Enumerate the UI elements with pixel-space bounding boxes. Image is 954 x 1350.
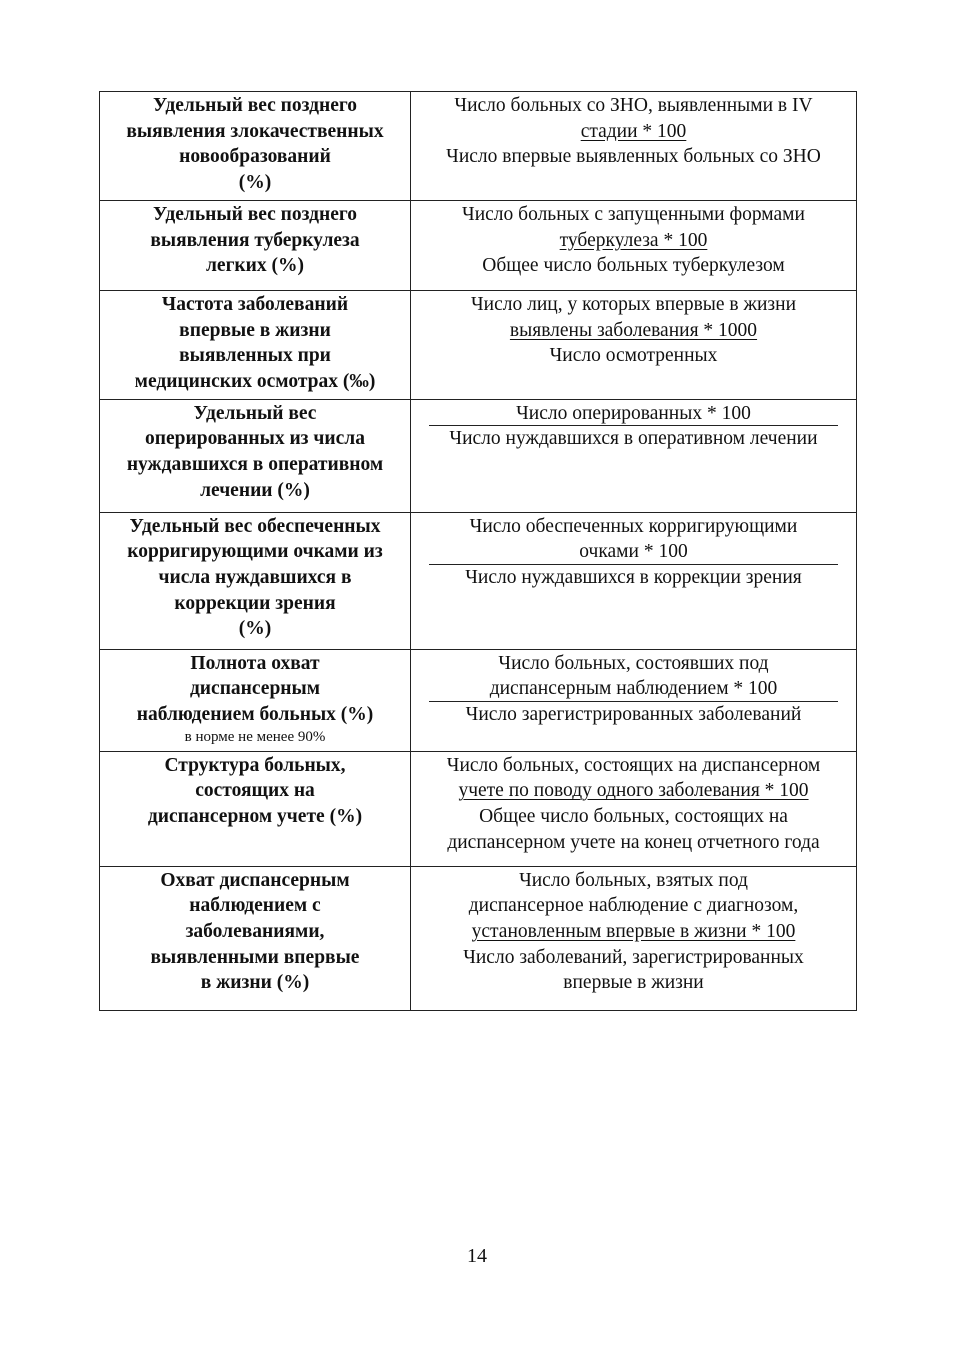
indicator-name-cell bbox=[100, 92, 411, 201]
indicator-name-cell bbox=[100, 649, 411, 751]
indicator-name-line: диспансерном учете (%) bbox=[147, 806, 363, 828]
formula-numerator-line: Число больных, взятых под bbox=[519, 869, 748, 891]
table-row bbox=[100, 290, 857, 399]
indicators-table-body bbox=[100, 92, 857, 1011]
indicator-name-line: выявленных при bbox=[179, 345, 331, 367]
indicator-name-cell bbox=[100, 200, 411, 290]
formula-line: туберкулеза * 100 bbox=[559, 229, 708, 251]
indicator-name-line: наблюдением с bbox=[189, 895, 321, 917]
indicator-name-cell bbox=[100, 512, 411, 649]
formula-numerator-line: Число больных, состоящих на диспансерном bbox=[446, 754, 821, 776]
page-number: 14 bbox=[467, 1245, 487, 1267]
indicator-norm-note: в норме не менее 90% bbox=[184, 728, 326, 745]
formula-cell bbox=[411, 92, 857, 201]
formula-line: Число нуждавшихся в оперативном лечении bbox=[449, 428, 818, 450]
indicator-name-line: впервые в жизни bbox=[179, 319, 331, 341]
indicator-name-line: выявления туберкулеза bbox=[150, 229, 360, 251]
formula-line: учете по поводу одного заболевания * 100 bbox=[458, 780, 809, 802]
formula-line: Общее число больных туберкулезом bbox=[482, 255, 785, 277]
indicator-name-cell bbox=[100, 866, 411, 1010]
formula-numerator-line: Число больных, состоявших под bbox=[498, 652, 769, 674]
formula-line: впервые в жизни bbox=[563, 972, 704, 994]
formula-cell bbox=[411, 512, 857, 649]
indicator-name-line: медицинских осмотрах (‰) bbox=[134, 370, 376, 392]
indicators-table bbox=[99, 91, 857, 1011]
formula-cell bbox=[411, 399, 857, 512]
formula-numerator-line: Число оперированных * 100 bbox=[415, 401, 852, 427]
formula-line: диспансерным наблюдением * 100 bbox=[415, 676, 852, 702]
formula-cell bbox=[411, 649, 857, 751]
indicator-name-line: легких (%) bbox=[205, 255, 305, 277]
formula-line: Число впервые выявленных больных со ЗНО bbox=[446, 146, 821, 168]
formula-line: стадии * 100 bbox=[580, 120, 687, 142]
indicator-name-line: Удельный вес обеспеченных bbox=[129, 515, 381, 537]
formula-line: очками * 100 bbox=[415, 539, 852, 565]
formula-cell bbox=[411, 866, 857, 1010]
table-row bbox=[100, 751, 857, 866]
indicator-name-cell bbox=[100, 290, 411, 399]
formula-numerator-line: Число больных со ЗНО, выявленными в IV bbox=[454, 95, 813, 116]
indicator-name-line: коррекции зрения bbox=[174, 592, 336, 614]
indicator-name-line: числа нуждавшихся в bbox=[158, 567, 352, 589]
indicator-name-line: лечении (%) bbox=[200, 479, 310, 501]
indicator-name-cell bbox=[100, 751, 411, 866]
indicator-name-line: Полнота охват bbox=[190, 652, 320, 674]
formula-cell bbox=[411, 290, 857, 399]
formula-line: выявлены заболевания * 1000 bbox=[509, 319, 758, 341]
indicator-name-cell bbox=[100, 399, 411, 512]
indicator-name-line: Охват диспансерным bbox=[160, 869, 350, 891]
table-row bbox=[100, 92, 857, 201]
formula-line: Число заболеваний, зарегистрированных bbox=[463, 946, 804, 968]
indicator-name-line: Удельный вес bbox=[193, 402, 317, 424]
indicator-name-line: нуждавшихся в оперативном bbox=[126, 454, 384, 476]
formula-line: диспансерное наблюдение с диагнозом, bbox=[468, 895, 799, 917]
formula-line: Число нуждавшихся в коррекции зрения bbox=[465, 567, 802, 589]
indicator-name-line: состоящих на bbox=[195, 780, 315, 802]
indicator-name-line: оперированных из числа bbox=[145, 428, 365, 450]
formula-line: установленным впервые в жизни * 100 bbox=[471, 921, 796, 943]
indicator-name-line: выявления злокачественных bbox=[126, 120, 384, 142]
formula-cell bbox=[411, 200, 857, 290]
table-row bbox=[100, 866, 857, 1010]
indicator-name-line: выявленными впервые bbox=[150, 946, 360, 968]
table-row bbox=[100, 399, 857, 512]
formula-line: Общее число больных, состоящих на bbox=[479, 806, 788, 828]
indicator-name-line: корригирующими очками из bbox=[127, 541, 383, 563]
formula-numerator-line: Число лиц, у которых впервые в жизни bbox=[470, 293, 797, 315]
indicator-name-line: Структура больных, bbox=[164, 754, 346, 776]
indicator-name-line: Частота заболеваний bbox=[161, 293, 349, 315]
formula-line: Число осмотренных bbox=[549, 345, 718, 367]
indicator-name-line: наблюдением больных (%) bbox=[136, 704, 374, 726]
indicator-name-line: новообразований bbox=[179, 146, 331, 168]
indicator-name-line: диспансерным bbox=[189, 678, 321, 700]
formula-line: Число зарегистрированных заболеваний bbox=[465, 704, 802, 726]
indicator-name-line: в жизни (%) bbox=[200, 972, 310, 994]
indicator-name-line: (%) bbox=[238, 618, 272, 640]
indicator-name-line: Удельный вес позднего bbox=[152, 95, 358, 116]
formula-cell bbox=[411, 751, 857, 866]
indicator-name-line: (%) bbox=[238, 172, 272, 194]
table-row bbox=[100, 200, 857, 290]
formula-numerator-line: Число обеспеченных корригирующими bbox=[469, 515, 798, 537]
indicator-name-line: Удельный вес позднего bbox=[152, 203, 358, 225]
table-row bbox=[100, 512, 857, 649]
indicator-name-line: заболеваниями, bbox=[185, 921, 325, 943]
table-row bbox=[100, 649, 857, 751]
formula-line: диспансерном учете на конец отчетного года bbox=[447, 831, 820, 853]
formula-numerator-line: Число больных с запущенными формами bbox=[462, 203, 805, 225]
